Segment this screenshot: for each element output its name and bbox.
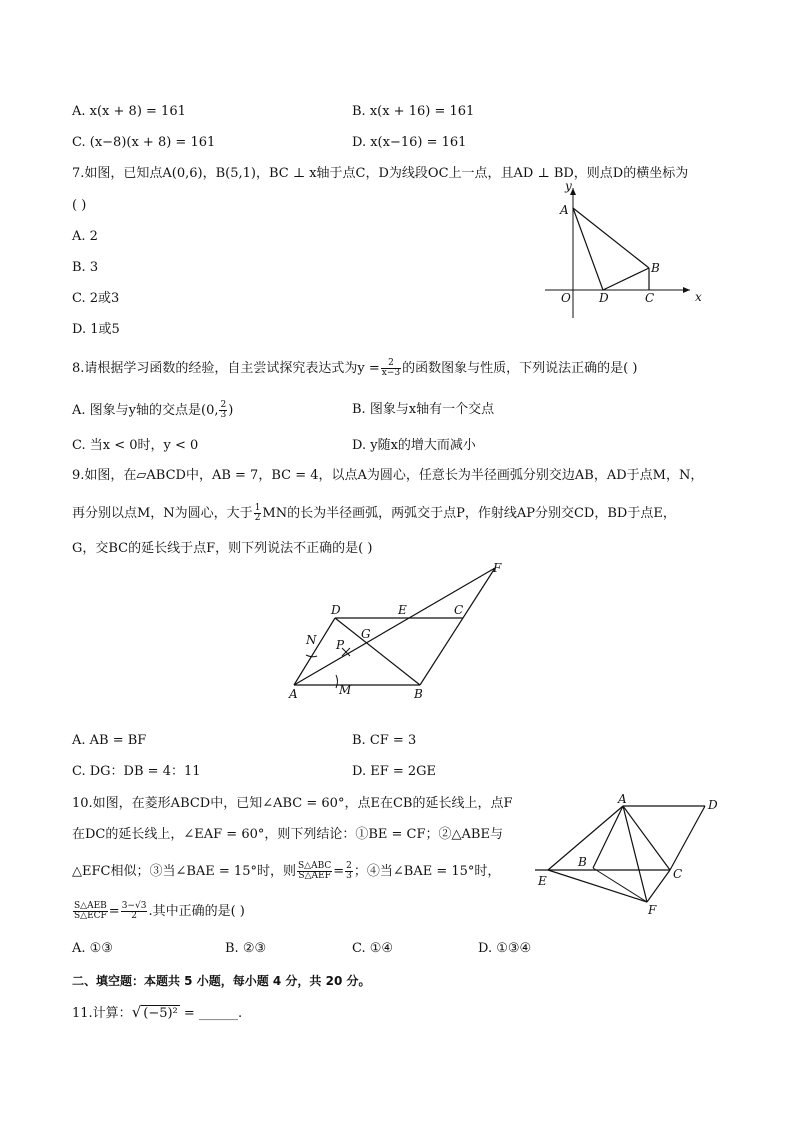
q7-stem: 7.如图，已知点A(0,6)，B(5,1)，BC ⊥ x轴于点C，D为线段OC上一点，且AD ⊥ BD，则点D的横坐标为 — [72, 166, 689, 181]
q10-ratio-fraction-4 — [121, 902, 148, 921]
q10-ratio-fraction-1 — [297, 862, 332, 881]
q10-f4-denominator: 2 — [131, 911, 137, 921]
q7-label-a: A — [560, 203, 569, 217]
q9-line1: 9.如图，在▱ABCD中，AB = 7，BC = 4，以点A为圆心，任意长为半径画弧分别交边AB，AD于点M，N， — [72, 468, 704, 483]
q10-line1: 10.如图，在菱形ABCD中，已知∠ABC = 60°，点E在CB的延长线上，点F — [72, 796, 513, 811]
q8-option-a — [72, 401, 233, 420]
q7-label-d: D — [599, 291, 609, 305]
q7-option-c: C. 2或3 — [72, 291, 120, 306]
q9-line2 — [72, 504, 676, 523]
q11-period: . — [237, 1006, 243, 1021]
q9-half-numerator: 1 — [254, 503, 261, 513]
q10-label-f: F — [648, 903, 657, 917]
q9-option-c: C. DG：DB = 4：11 — [72, 764, 201, 779]
q9-label-c: C — [454, 603, 464, 617]
q11-answer-blank: ______ — [198, 1006, 238, 1021]
q8-a-frac-numerator: 2 — [220, 400, 227, 410]
q11-equals: = — [179, 1006, 199, 1021]
q10-f3-denominator: S△ECF — [74, 911, 107, 921]
q10-label-d: D — [708, 798, 718, 812]
q6-option-c: C. (x−8)(x + 8) = 161 — [72, 135, 216, 150]
q9-label-e: E — [398, 603, 407, 617]
q8-option-a-text: A. 图象与y轴的交点是(0, — [72, 403, 219, 418]
q10-option-c: C. ①④ — [352, 941, 394, 956]
q9-half-fraction — [254, 504, 262, 523]
q10-option-d: D. ①③④ — [478, 941, 532, 956]
q10-f1-denominator: S△AEF — [298, 871, 331, 881]
q10-label-e: E — [538, 874, 547, 888]
q7-label-y: y — [565, 179, 572, 193]
q8-a-frac-denominator: 3 — [220, 410, 227, 420]
q10-line2: 在DC的延长线上，∠EAF = 60°，则下列结论：①BE = CF；②△ABE与 — [72, 827, 503, 842]
q9-line2-b: MN的长为半径画弧，两弧交于点P，作射线AP分别交CD，BD于点E， — [262, 506, 676, 521]
q8-stem — [72, 359, 637, 378]
q10-line3-eq: = — [333, 864, 345, 879]
q8-option-a-close: ) — [228, 403, 234, 418]
q9-label-n: N — [306, 633, 317, 647]
q9-parallelogram-figure — [280, 560, 520, 705]
q9-option-a: A. AB = BF — [72, 733, 147, 748]
q9-label-g: G — [361, 627, 371, 641]
q11-radicand: (−5)² — [143, 1006, 178, 1021]
q6-option-d: D. x(x−16) = 161 — [352, 135, 467, 150]
q7-option-d: D. 1或5 — [72, 322, 120, 337]
q8-fraction — [381, 359, 401, 378]
q10-line3-a: △EFC相似；③当∠BAE = 15°时，则 — [72, 864, 296, 879]
q8-stem-a: 8.请根据学习函数的经验，自主尝试探究表达式为y = — [72, 361, 380, 376]
q11-radical: √ (−5)² — [131, 1003, 178, 1021]
q10-line4-b: .其中正确的是( ) — [148, 904, 245, 919]
q8-frac-denominator: x−3 — [381, 368, 401, 378]
q10-line3-c: ；④当∠BAE = 15°时， — [353, 864, 501, 879]
q10-f2-numerator: 2 — [346, 861, 352, 871]
q10-f1-numerator: S△ABC — [297, 861, 332, 871]
q10-label-b: B — [578, 855, 587, 869]
q10-f2-denominator: 3 — [346, 871, 352, 881]
q11-stem — [72, 1003, 242, 1023]
q9-label-f: F — [493, 561, 502, 575]
q9-label-b: B — [414, 687, 423, 701]
section-2-heading: 二、填空题：本题共 5 小题，每小题 4 分，共 20 分。 — [72, 974, 371, 988]
q10-line4 — [72, 902, 245, 921]
q7-coordinate-figure — [540, 178, 710, 323]
q7-label-o: O — [561, 291, 571, 305]
q10-ratio-fraction-3 — [73, 902, 108, 921]
q9-label-p: P — [336, 638, 345, 652]
q10-line3 — [72, 862, 500, 881]
q10-rhombus-figure — [530, 790, 730, 920]
q10-option-a: A. ①③ — [72, 941, 113, 956]
q7-label-b: B — [651, 261, 660, 275]
q10-option-b: B. ②③ — [225, 941, 267, 956]
q9-option-d: D. EF = 2GE — [352, 764, 437, 779]
q8-stem-b: 的函数图象与性质，下列说法正确的是( ) — [402, 361, 638, 376]
q10-line4-eq: = — [108, 904, 120, 919]
q7-option-a: A. 2 — [72, 229, 98, 244]
q8-frac-numerator: 2 — [381, 359, 401, 369]
q8-option-b: B. 图象与x轴有一个交点 — [352, 402, 495, 417]
q9-label-m: M — [339, 683, 352, 697]
q6-option-b: B. x(x + 16) = 161 — [352, 104, 475, 119]
q9-label-a: A — [289, 687, 298, 701]
q6-option-a: A. x(x + 8) = 161 — [72, 104, 186, 119]
q9-line3: G，交BC的延长线于点F，则下列说法不正确的是( ) — [72, 541, 373, 556]
q7-paren: ( ) — [72, 198, 87, 213]
q8-option-c: C. 当x < 0时，y < 0 — [72, 438, 199, 453]
q9-option-b: B. CF = 3 — [352, 733, 417, 748]
q9-label-d: D — [331, 603, 341, 617]
q10-f3-numerator: S△AEB — [74, 901, 107, 911]
q8-option-a-fraction — [219, 401, 227, 420]
q7-label-x: x — [695, 290, 702, 304]
q7-label-c: C — [645, 291, 655, 305]
q10-label-a: A — [618, 792, 627, 806]
q8-option-d: D. y随x的增大而减小 — [352, 438, 476, 453]
q10-f4-numerator: 3−√3 — [121, 901, 147, 911]
q10-ratio-fraction-2 — [345, 862, 353, 881]
q9-half-denominator: 2 — [254, 513, 261, 523]
q7-option-b: B. 3 — [72, 260, 99, 275]
q11-stem-text: 11.计算： — [72, 1006, 132, 1021]
q10-label-c: C — [673, 867, 683, 881]
q9-line2-a: 再分别以点M，N为圆心，大于 — [72, 506, 253, 521]
